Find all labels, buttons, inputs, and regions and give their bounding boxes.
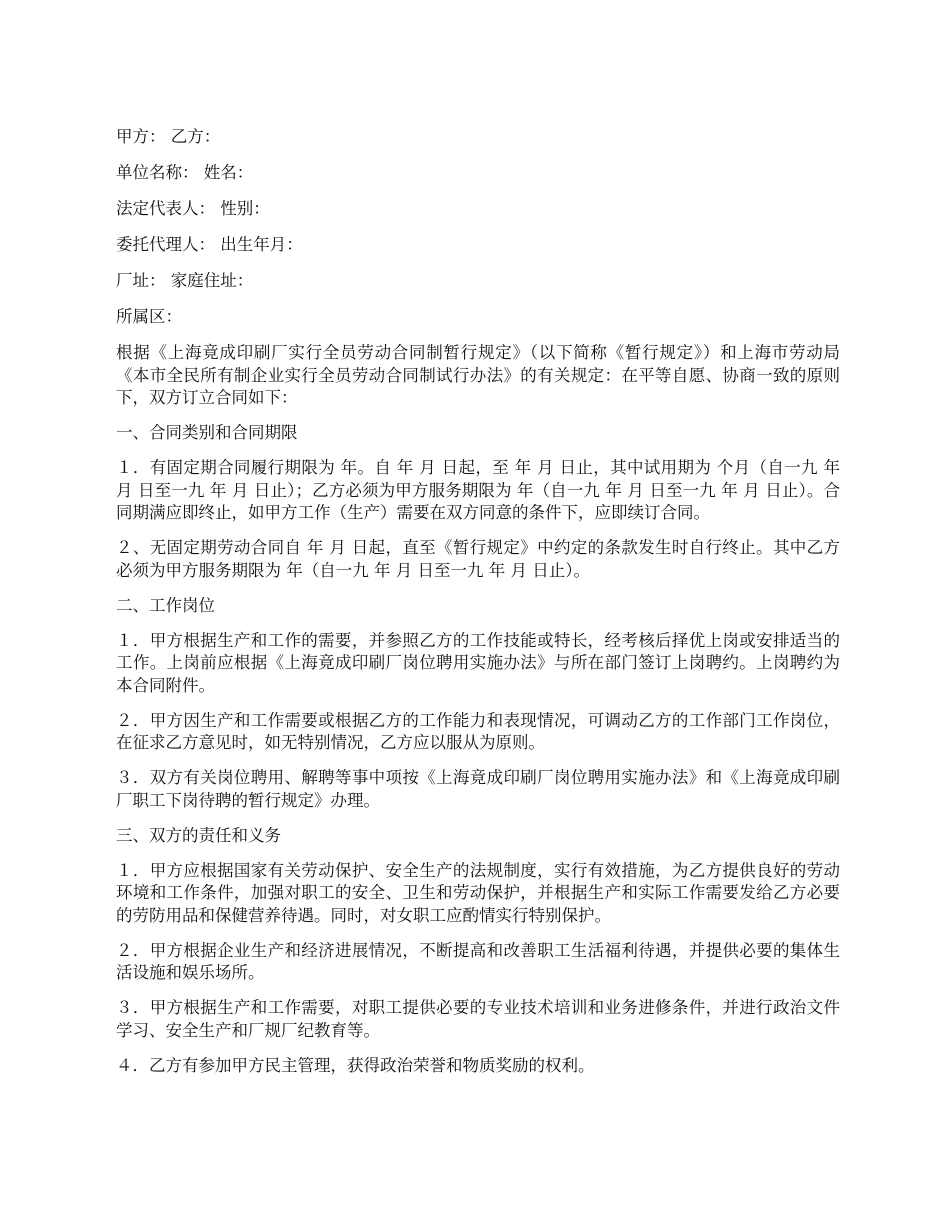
section2-paragraph-1: １．甲方根据生产和工作的需要，并参照乙方的工作技能或特长，经考核后择优上岗或安排适当的工作。上岗前应根据《上海竟成印刷厂岗位聘用实施办法》与所在部门签订上岗聘约。上岗聘约为本合同附件。	[116, 630, 840, 695]
section2-paragraph-3: ３．双方有关岗位聘用、解聘等事中项按《上海竟成印刷厂岗位聘用实施办法》和《上海竟成印刷厂职工下岗待聘的暂行规定》办理。	[116, 768, 840, 810]
address-line: 厂址： 家庭住址：	[116, 271, 254, 290]
agent-line: 委托代理人： 出生年月：	[116, 235, 303, 254]
section1-paragraph-2: ２、无固定期劳动合同自 年 月 日起，直至《暂行规定》中约定的条款发生时自行终止。其中乙方必须为甲方服务期限为 年（自一九 年 月 日至一九 年 月 日止）。	[116, 538, 840, 580]
party-line: 甲方： 乙方：	[116, 127, 221, 146]
section3-paragraph-3: ３．甲方根据生产和工作需要，对职工提供必要的专业技术培训和业务进修条件，并进行政治文件学习、安全生产和厂规厂纪教育等。	[116, 998, 840, 1040]
section1-paragraph-1: １．有固定期合同履行期限为 年。自 年 月 日起，至 年 月 日止，其中试用期为 个月（自一九 年 月 日至一九 年 月 日止）；乙方必须为甲方服务期限为 年（自一九 年 月 日至一九 年 月 日止）。合同期满应即终止，如甲方工作（生产）需要在双方同意的条件下，应即续订合同。	[116, 458, 840, 522]
section-heading-1: 一、合同类别和合同期限	[116, 423, 298, 442]
intro-paragraph: 根据《上海竟成印刷厂实行全员劳动合同制暂行规定》（以下简称《暂行规定》）和上海市劳动局《本市全民所有制企业实行全员劳动合同制试行办法》的有关规定：在平等自愿、协商一致的原则下，双方订立合同如下：	[116, 343, 840, 407]
section-heading-3: 三、双方的责任和义务	[116, 825, 281, 845]
legal-rep-line: 法定代表人： 性别：	[116, 199, 270, 218]
district-line: 所属区：	[116, 307, 182, 326]
contract-body	[116, 126, 840, 1090]
unit-name-line: 单位名称： 姓名：	[116, 163, 254, 182]
section3-paragraph-2: ２．甲方根据企业生产和经济进展情况，不断提高和改善职工生活福利待遇，并提供必要的集体生活设施和娱乐场所。	[116, 940, 840, 982]
section2-paragraph-2: ２．甲方因生产和工作需要或根据乙方的工作能力和表现情况，可调动乙方的工作部门工作岗位，在征求乙方意见时，如无特别情况，乙方应以服从为原则。	[116, 710, 840, 752]
section-heading-2: 二、工作岗位	[116, 595, 215, 615]
section3-paragraph-4: ４．乙方有参加甲方民主管理，获得政治荣誉和物质奖励的权利。	[116, 1055, 595, 1075]
section3-paragraph-1: １．甲方应根据国家有关劳动保护、安全生产的法规制度，实行有效措施，为乙方提供良好的劳动环境和工作条件，加强对职工的安全、卫生和劳动保护，并根据生产和实际工作需要发给乙方必要的劳防用品和保健营养待遇。同时，对女职工应酌情实行特别保护。	[116, 860, 840, 925]
